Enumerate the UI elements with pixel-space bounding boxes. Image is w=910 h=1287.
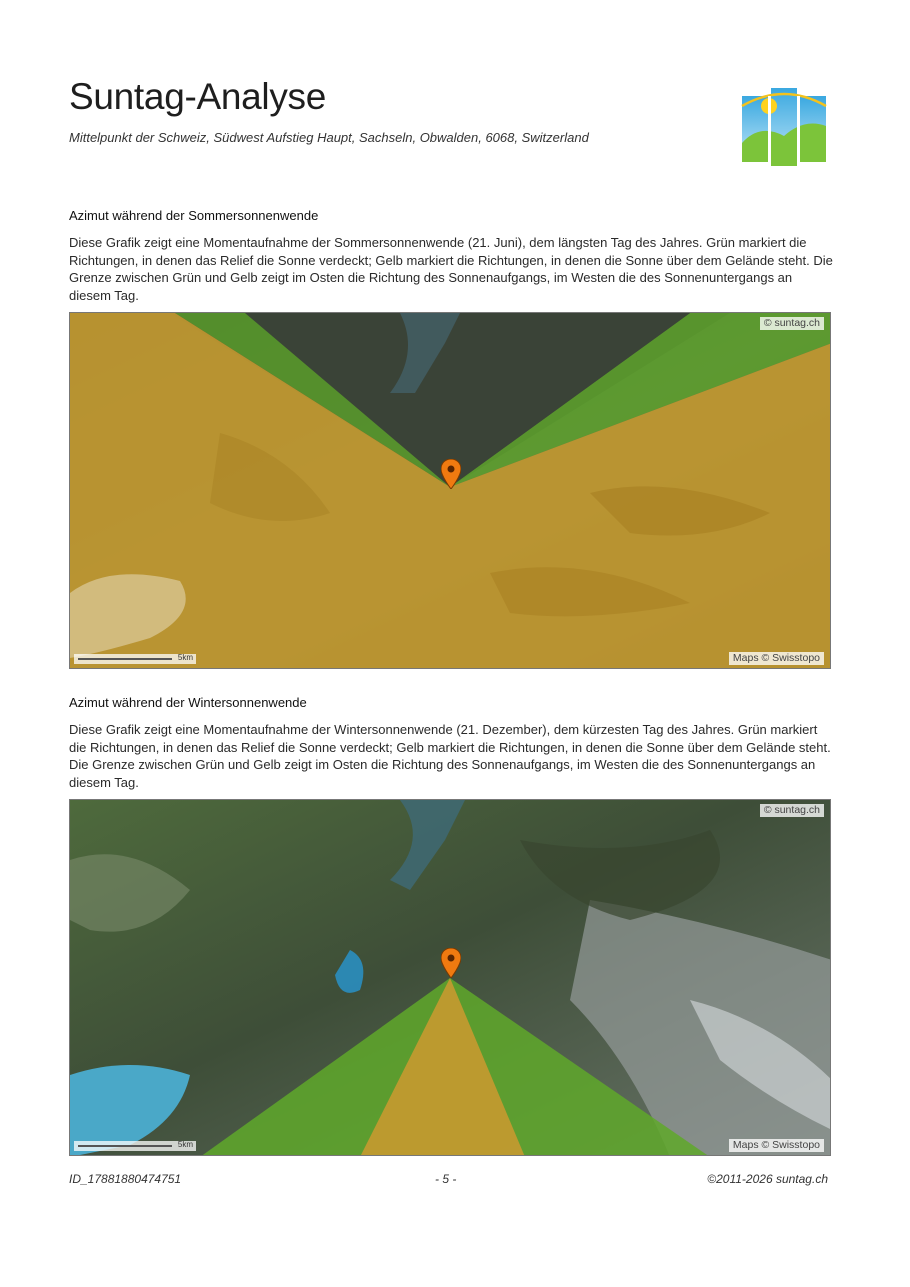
summer-azimuth-map — [69, 312, 831, 669]
scale-label: 5km — [177, 653, 193, 662]
winter-azimuth-map — [69, 799, 831, 1156]
copyright: ©2011-2026 suntag.ch — [707, 1172, 828, 1186]
swisstopo-credit: Maps © Swisstopo — [729, 1139, 824, 1152]
suntag-credit: © suntag.ch — [760, 804, 824, 817]
suntag-logo-icon — [740, 88, 828, 166]
page-number: - 5 - — [435, 1172, 457, 1186]
document-id: ID_17881880474751 — [69, 1172, 182, 1186]
swisstopo-credit: Maps © Swisstopo — [729, 652, 824, 665]
suntag-credit: © suntag.ch — [760, 317, 824, 330]
location-subtitle: Mittelpunkt der Schweiz, Südwest Aufstieg Haupt, Sachseln, Obwalden, 6068, Switzerland — [69, 130, 589, 145]
map-scale-bar — [74, 1141, 196, 1151]
winter-section-text: Diese Grafik zeigt eine Momentaufnahme der Wintersonnenwende (21. Dezember), dem kürzesten Tag des Jahres. Grün markiert die Richtungen, in denen das Relief die Sonne verdeckt; Gelb markiert die Richtungen, in denen die Sonne über dem Gelände steht. Die Grenze zwischen Grün und Gelb zeigt im Osten die Richtung des Sonnenaufgangs, im Westen die des Sonnenuntergangs an diesem Tag. — [69, 722, 831, 790]
summer-section-text: Diese Grafik zeigt eine Momentaufnahme der Sommersonnenwende (21. Juni), dem längsten Tag des Jahres. Grün markiert die Richtungen, in denen das Relief die Sonne verdeckt; Gelb markiert die Richtungen, in denen die Sonne über dem Gelände steht. Die Grenze zwischen Grün und Gelb zeigt im Osten die Richtung des Sonnenaufgangs, im Westen die des Sonnenuntergangs an diesem Tag. — [69, 235, 833, 303]
page-title: Suntag-Analyse — [69, 76, 327, 117]
scale-label: 5km — [177, 1140, 193, 1149]
location-pin-icon[interactable] — [441, 948, 461, 978]
summer-section-heading: Azimut während der Sommersonnenwende — [69, 208, 319, 223]
winter-section-heading: Azimut während der Wintersonnenwende — [69, 695, 307, 710]
location-pin-icon[interactable] — [441, 459, 461, 489]
map-scale-bar — [74, 654, 196, 664]
